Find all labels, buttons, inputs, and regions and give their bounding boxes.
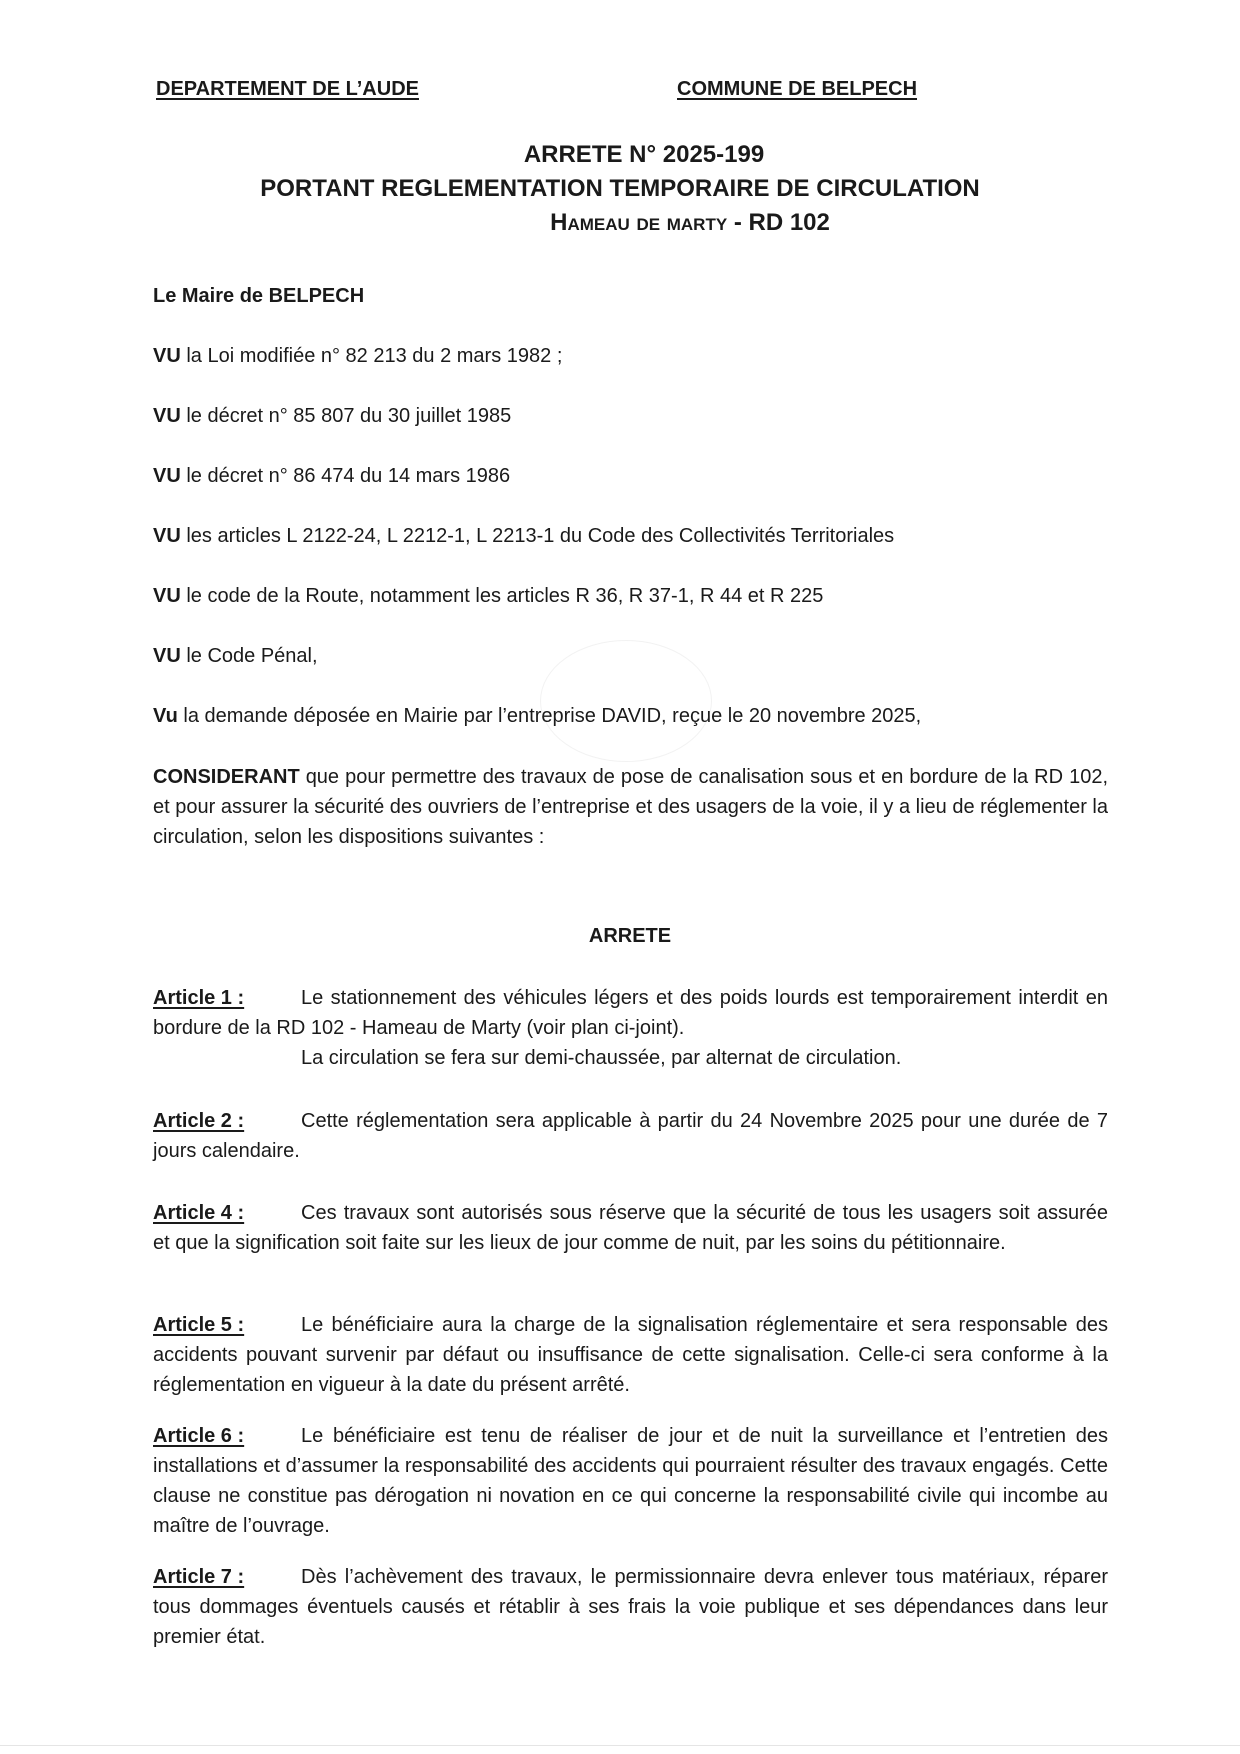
article-label: Article 4 : — [153, 1202, 245, 1224]
vu-text: le décret n° 86 474 du 14 mars 1986 — [180, 465, 511, 487]
vu-text: la Loi modifiée n° 82 213 du 2 mars 1982 ; — [180, 345, 563, 367]
article-label: Article 2 : — [153, 1110, 245, 1132]
scan-edge-line — [0, 1745, 1240, 1746]
vu-lead: VU — [153, 465, 181, 487]
vu-text: le décret n° 85 807 du 30 juillet 1985 — [180, 405, 512, 427]
article-label: Article 6 : — [153, 1425, 245, 1447]
article-text: Ces travaux sont autorisés sous réserve que la sécurité de tous les usagers soit assurée et que la signification soit faite sur les lieux de jour comme de nuit, par les soins du pétitionnaire. — [153, 1202, 1108, 1254]
department-header: DEPARTEMENT DE L’AUDE — [156, 78, 419, 100]
article-label: Article 7 : — [153, 1566, 245, 1588]
article-1 — [153, 983, 1108, 1073]
title-block — [0, 138, 1240, 240]
arrete-number: ARRETE N° 2025-199 — [523, 141, 765, 168]
article-6 — [153, 1421, 1108, 1541]
vu-item — [153, 401, 1108, 431]
article-text: Cette réglementation sera applicable à partir du 24 Novembre 2025 pour une durée de 7 jours calendaire. — [153, 1110, 1108, 1162]
vu-item — [153, 461, 1108, 491]
article-text: Le bénéficiaire est tenu de réaliser de jour et de nuit la surveillance et l’entretien des installations et d’assumer la responsabilité des accidents qui pourraient résulter des travaux engagés. Cette clause ne constitue pas dérogation ni novation en ce qui concerne la responsabilité civile qui incombe au maître de l’ouvrage. — [153, 1425, 1108, 1537]
article-label: Article 5 : — [153, 1314, 245, 1336]
vu-lead: VU — [153, 585, 181, 607]
vu-lead: VU — [153, 405, 181, 427]
faint-stamp-mark — [540, 640, 712, 762]
vu-text: la demande déposée en Mairie par l’entreprise DAVID, reçue le 20 novembre 2025, — [177, 705, 922, 727]
article-text: Dès l’achèvement des travaux, le permissionnaire devra enlever tous matériaux, réparer tous dommages éventuels causés et rétablir à ses frais la voie publique et ses dépendances dans leur premier état. — [153, 1566, 1108, 1648]
considerant-text: que pour permettre des travaux de pose de canalisation sous et en bordure de la RD 102, et pour assurer la sécurité des ouvriers de l’entreprise et des usagers de la voie, il y a lieu de réglementer la circulation, selon les dispositions suivantes : — [153, 766, 1108, 848]
vu-item — [153, 581, 1108, 611]
commune-header: COMMUNE DE BELPECH — [677, 78, 918, 100]
considerant-paragraph — [153, 762, 1108, 852]
vu-lead: Vu — [153, 705, 178, 727]
vu-text: les articles L 2122-24, L 2212-1, L 2213-1 du Code des Collectivités Territoriales — [180, 525, 895, 547]
vu-text: le Code Pénal, — [180, 645, 318, 667]
article-4 — [153, 1198, 1108, 1258]
vu-lead: VU — [153, 345, 181, 367]
article-label: Article 1 : — [153, 987, 245, 1009]
vu-lead: VU — [153, 645, 181, 667]
considerant-lead: CONSIDERANT — [153, 766, 300, 788]
article-text: Le bénéficiaire aura la charge de la signalisation réglementaire et sera responsable des accidents pouvant survenir par défaut ou insuffisance de cette signalisation. Celle-ci sera conforme à la réglementation en vigueur à la date du présent arrêté. — [153, 1314, 1108, 1396]
article-5 — [153, 1310, 1108, 1400]
arrete-heading: ARRETE — [588, 925, 672, 947]
vu-text: le code de la Route, notamment les articles R 36, R 37-1, R 44 et R 225 — [180, 585, 824, 607]
arrete-location — [0, 206, 1240, 240]
vu-item — [153, 341, 1108, 371]
article-text: Le stationnement des véhicules légers et des poids lourds est temporairement interdit en bordure de la RD 102 - Hameau de Marty (voir plan ci-joint). — [153, 987, 1108, 1039]
vu-lead: VU — [153, 525, 181, 547]
arrete-subject: PORTANT REGLEMENTATION TEMPORAIRE DE CIRCULATION — [260, 175, 980, 202]
vu-item — [153, 521, 1108, 551]
location-road: RD 102 — [748, 209, 830, 236]
maire-line: Le Maire de BELPECH — [153, 285, 365, 307]
article-extra-text: La circulation se fera sur demi-chaussée, par alternat de circulation. — [301, 1047, 902, 1069]
article-7 — [153, 1562, 1108, 1652]
article-2 — [153, 1106, 1108, 1166]
location-hamlet: Hameau de marty - — [550, 209, 749, 236]
